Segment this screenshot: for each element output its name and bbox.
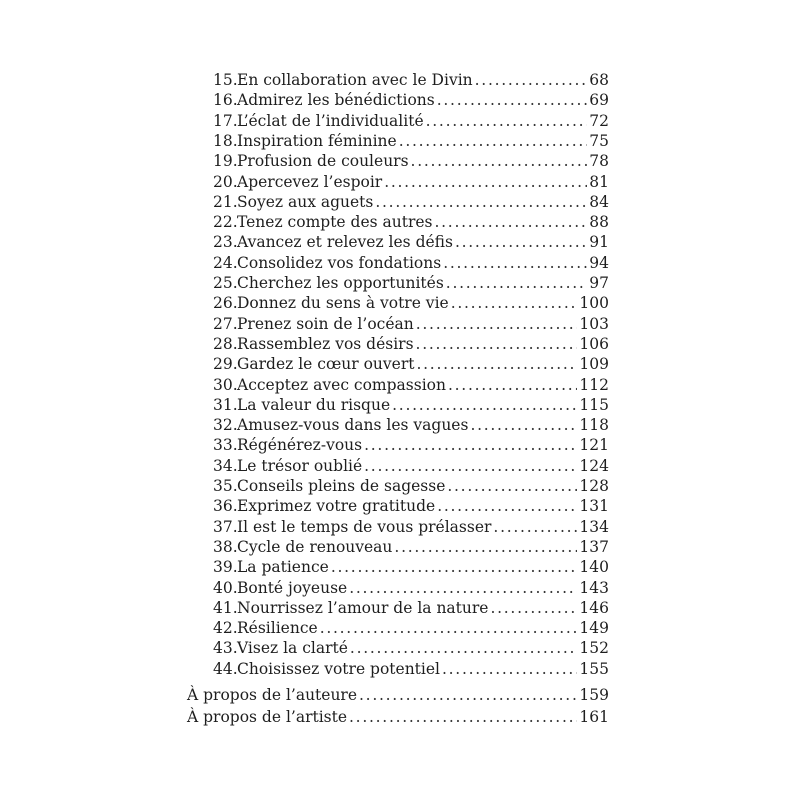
page-number: 94 (589, 253, 609, 272)
chapter-number: 18. (213, 131, 238, 150)
chapter-title: Consolidez vos fondations (237, 253, 442, 272)
chapter-title: Résilience (237, 619, 318, 638)
page-number: 140 (579, 558, 609, 577)
page-number: 152 (579, 639, 609, 658)
appendix-title: À propos de l’auteure (187, 686, 358, 704)
page-number: 68 (589, 71, 609, 89)
chapter-title: En collaboration avec le Divin (237, 71, 473, 89)
dot-leader (434, 212, 587, 232)
toc-entry (213, 557, 609, 577)
dot-leader (349, 707, 577, 727)
toc-entry (213, 172, 609, 192)
dot-leader (359, 685, 577, 705)
dot-leader (442, 659, 577, 679)
toc-entry (213, 90, 609, 110)
page-number: 100 (579, 294, 609, 313)
dot-leader (448, 375, 577, 395)
toc-entry (213, 151, 609, 171)
chapter-title: Visez la clarté (237, 639, 348, 658)
dot-leader (364, 435, 577, 455)
chapter-number: 26. (213, 294, 238, 313)
page-number: 72 (589, 111, 609, 130)
chapter-title: La valeur du risque (237, 395, 391, 414)
dot-leader (490, 598, 577, 618)
chapter-title: Tenez compte des autres (237, 213, 433, 232)
dot-leader (426, 111, 588, 131)
dot-leader (399, 131, 588, 151)
toc-entry (213, 314, 609, 334)
dot-leader (416, 314, 578, 334)
toc-entry (213, 638, 609, 658)
toc-entry (213, 375, 609, 395)
dot-leader (331, 557, 578, 577)
dot-leader (364, 456, 577, 476)
chapter-number: 21. (213, 192, 238, 211)
page-number: 103 (579, 314, 609, 333)
toc-entry (213, 131, 609, 151)
chapter-number: 24. (213, 253, 238, 272)
page-number: 131 (579, 497, 609, 516)
chapter-title: Avancez et relevez les défis (237, 233, 453, 252)
dot-leader (447, 476, 577, 496)
chapter-title: Inspiration féminine (237, 131, 397, 150)
chapter-number: 16. (213, 91, 238, 110)
chapter-number: 20. (213, 172, 238, 191)
toc-entry (213, 192, 609, 212)
page-number: 137 (579, 537, 609, 556)
page-number: 146 (579, 598, 609, 617)
page-number: 124 (579, 456, 609, 475)
chapter-number: 43. (213, 639, 238, 658)
toc-entry (213, 70, 609, 90)
toc-entry (213, 659, 609, 679)
page-number: 128 (579, 477, 609, 495)
toc-entry (213, 496, 609, 516)
toc-entry (213, 456, 609, 476)
dot-leader (437, 496, 577, 516)
chapter-title: Bonté joyeuse (237, 578, 348, 597)
chapter-number: 40. (213, 578, 238, 597)
page-number: 143 (579, 578, 609, 597)
page-number: 88 (589, 213, 609, 232)
page-number: 134 (579, 517, 609, 536)
page-number: 159 (579, 686, 609, 704)
chapter-title: Acceptez avec compassion (237, 375, 446, 394)
toc-entry (213, 517, 609, 537)
chapter-number: 39. (213, 558, 238, 577)
page-number: 106 (579, 334, 609, 353)
page-number: 112 (579, 375, 609, 394)
page-number: 91 (589, 233, 609, 252)
chapter-number: 34. (213, 456, 238, 475)
chapter-number: 42. (213, 619, 238, 638)
toc-entry (213, 354, 609, 374)
toc-entry (213, 578, 609, 598)
chapter-number: 35. (213, 477, 238, 495)
toc-entry (213, 395, 609, 415)
chapter-title: Conseils pleins de sagesse (237, 477, 446, 495)
chapter-title: L’éclat de l’individualité (237, 111, 424, 130)
chapter-number: 37. (213, 517, 238, 536)
chapter-title: La patience (237, 558, 329, 577)
chapter-title: Rassemblez vos désirs (237, 334, 414, 353)
dot-leader (416, 334, 578, 354)
chapter-number: 30. (213, 375, 238, 394)
page-number: 109 (579, 355, 609, 374)
chapter-title: Le trésor oublié (237, 456, 363, 475)
toc-entry (213, 598, 609, 618)
chapter-number: 41. (213, 598, 238, 617)
page-number: 115 (579, 395, 609, 414)
chapter-title: Régénérez-vous (237, 436, 363, 455)
toc-entry (213, 212, 609, 232)
appendix-title: À propos de l’artiste (187, 708, 348, 726)
dot-leader (475, 70, 588, 90)
page-number: 97 (589, 274, 609, 292)
chapter-number: 29. (213, 355, 238, 374)
toc-entry (213, 435, 609, 455)
dot-leader (446, 273, 587, 293)
dot-leader (375, 192, 587, 212)
toc-entry (213, 537, 609, 557)
page-number: 84 (589, 192, 609, 211)
chapter-number: 22. (213, 213, 238, 232)
toc-entry (213, 232, 609, 252)
dot-leader (394, 537, 577, 557)
chapter-title: Soyez aux aguets (237, 192, 374, 211)
chapter-number: 27. (213, 314, 238, 333)
chapter-number: 28. (213, 334, 238, 353)
dot-leader (320, 618, 578, 638)
chapter-title: Exprimez votre gratitude (237, 497, 436, 516)
page-number: 149 (579, 619, 609, 638)
dot-leader (455, 232, 587, 252)
page-number: 75 (589, 131, 609, 150)
chapter-title: Il est le temps de vous prélasser (237, 517, 492, 536)
chapter-title: Amusez-vous dans les vagues (237, 416, 469, 435)
page-number: 81 (589, 172, 609, 191)
toc-entry (213, 618, 609, 638)
dot-leader (443, 253, 587, 273)
toc-entry (213, 273, 609, 293)
chapter-number: 25. (213, 274, 238, 292)
toc-entry (213, 415, 609, 435)
toc-entry (213, 334, 609, 354)
appendix-entry (187, 685, 609, 705)
dot-leader (350, 638, 577, 658)
appendix-entry (187, 707, 609, 727)
chapter-number: 38. (213, 537, 238, 556)
dot-leader (349, 578, 577, 598)
chapter-title: Gardez le cœur ouvert (237, 355, 415, 374)
dot-leader (411, 151, 588, 171)
page-number: 161 (579, 708, 609, 726)
page-number: 118 (579, 416, 609, 435)
chapter-title: Prenez soin de l’océan (237, 314, 414, 333)
dot-leader (470, 415, 577, 435)
chapter-title: Cherchez les opportunités (237, 274, 444, 292)
chapter-number: 32. (213, 416, 238, 435)
page-number: 155 (579, 659, 609, 678)
dot-leader (451, 293, 578, 313)
toc-entry (213, 293, 609, 313)
toc-entry (213, 111, 609, 131)
toc-entry (213, 253, 609, 273)
chapter-title: Apercevez l’espoir (237, 172, 383, 191)
chapter-number: 44. (213, 659, 238, 678)
page-number: 121 (579, 436, 609, 455)
dot-leader (417, 354, 578, 374)
chapter-title: Nourrissez l’amour de la nature (237, 598, 489, 617)
dot-leader (392, 395, 577, 415)
chapter-title: Profusion de couleurs (237, 152, 409, 171)
chapter-number: 33. (213, 436, 238, 455)
chapter-number: 23. (213, 233, 238, 252)
dot-leader (384, 172, 587, 192)
dot-leader (493, 517, 577, 537)
chapter-title: Choisissez votre potentiel (237, 659, 440, 678)
chapter-title: Admirez les bénédictions (237, 91, 435, 110)
chapter-title: Donnez du sens à votre vie (237, 294, 449, 313)
page-number: 78 (589, 152, 609, 171)
toc-entry (213, 476, 609, 496)
chapter-number: 19. (213, 152, 238, 171)
chapter-title: Cycle de renouveau (237, 537, 393, 556)
dot-leader (437, 90, 588, 110)
page-number: 69 (589, 91, 609, 110)
chapter-number: 36. (213, 497, 238, 516)
chapter-number: 15. (213, 71, 238, 89)
chapter-number: 17. (213, 111, 238, 130)
chapter-number: 31. (213, 395, 238, 414)
